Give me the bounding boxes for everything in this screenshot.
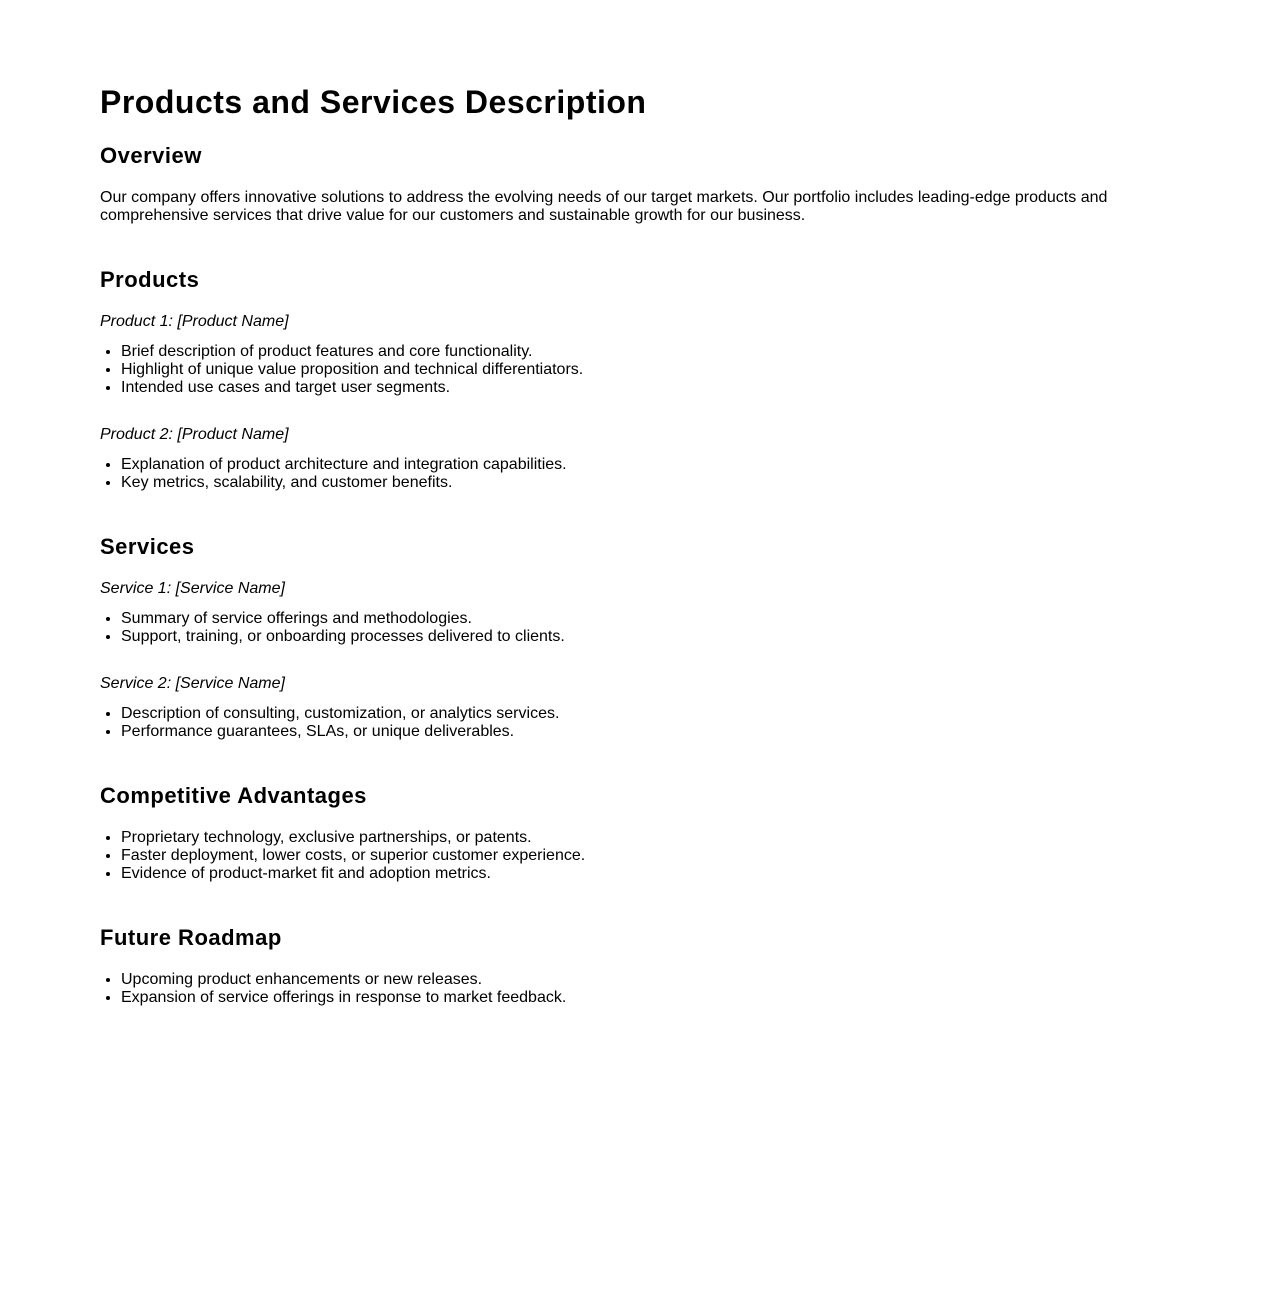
product-2-list bbox=[100, 456, 1180, 492]
list-item: • Support, training, or onboarding processes delivered to clients. bbox=[121, 628, 1180, 646]
list-item: • Description of consulting, customization, or analytics services. bbox=[121, 705, 1180, 723]
list-item: • Brief description of product features and core functionality. bbox=[121, 343, 1180, 361]
list-item: • Evidence of product-market fit and adoption metrics. bbox=[121, 865, 1180, 883]
competitive-advantages-list bbox=[100, 829, 1180, 883]
list-item: • Summary of service offerings and methodologies. bbox=[121, 610, 1180, 628]
service-1-name: Service 1: [Service Name] bbox=[100, 580, 285, 597]
list-item: • Highlight of unique value proposition and technical differentiators. bbox=[121, 361, 1180, 379]
list-item: • Proprietary technology, exclusive partnerships, or patents. bbox=[121, 829, 1180, 847]
product-1-name: Product 1: [Product Name] bbox=[100, 313, 289, 330]
list-item: • Key metrics, scalability, and customer benefits. bbox=[121, 474, 1180, 492]
overview-text: Our company offers innovative solutions to address the evolving needs of our target markets. Our portfolio includes leading-edge products and comprehensive services that drive value for our customers and sustainable growth for our business. bbox=[100, 189, 1108, 224]
list-item: • Faster deployment, lower costs, or superior customer experience. bbox=[121, 847, 1180, 865]
document bbox=[100, 83, 1180, 1007]
service-2-list bbox=[100, 705, 1180, 741]
products-heading: Products bbox=[100, 267, 200, 292]
list-item: • Intended use cases and target user segments. bbox=[121, 379, 1180, 397]
list-item: • Explanation of product architecture and integration capabilities. bbox=[121, 456, 1180, 474]
page-title: Products and Services Description bbox=[100, 84, 647, 120]
list-item: • Expansion of service offerings in response to market feedback. bbox=[121, 989, 1180, 1007]
list-item: • Upcoming product enhancements or new releases. bbox=[121, 971, 1180, 989]
future-roadmap-heading: Future Roadmap bbox=[100, 925, 282, 950]
service-1-list bbox=[100, 610, 1180, 646]
competitive-advantages-heading: Competitive Advantages bbox=[100, 783, 367, 808]
overview-heading: Overview bbox=[100, 143, 202, 168]
future-roadmap-list bbox=[100, 971, 1180, 1007]
service-2-name: Service 2: [Service Name] bbox=[100, 675, 285, 692]
product-1-list bbox=[100, 343, 1180, 397]
list-item: • Performance guarantees, SLAs, or unique deliverables. bbox=[121, 723, 1180, 741]
product-2-name: Product 2: [Product Name] bbox=[100, 426, 289, 443]
services-heading: Services bbox=[100, 534, 195, 559]
